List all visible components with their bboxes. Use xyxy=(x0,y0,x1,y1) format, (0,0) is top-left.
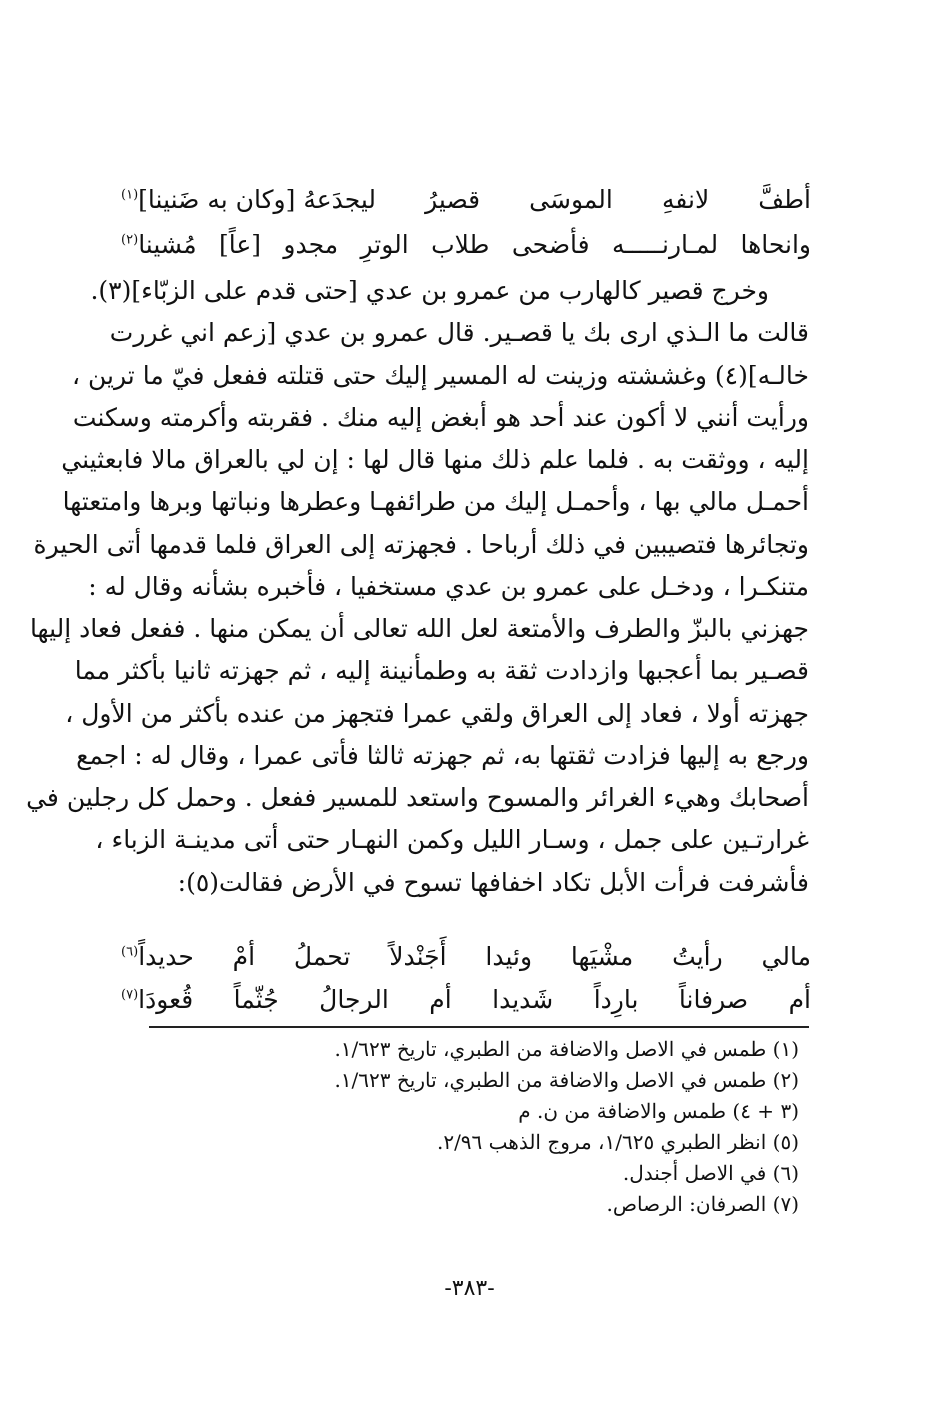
footnote-marker: (١) xyxy=(121,187,139,203)
verse-word: تحملُ xyxy=(293,942,351,971)
footnote-marker: (٧) xyxy=(121,987,139,1003)
verse-word: لمـارنـــــه xyxy=(612,230,719,259)
prose-line: ورأيت أنني لا أكون عند أحد هو أبغض إليه منك . فقربته وأكرمته وسكنت xyxy=(72,402,809,432)
verse-word: لانفهِ xyxy=(661,185,710,214)
verse-word: أم xyxy=(788,985,811,1014)
prose-line: متنكـرا ، ودخـل على عمرو بن عدي مستخفيا ، فأخبره بشأنه وقال له : xyxy=(88,571,809,601)
prose-line: جهزني بالبزّ والطرف والأمتعة لعل الله تعالى أن يمكن منها . ففعل فعاد إليها xyxy=(29,614,809,643)
verse-word: رأيتُ xyxy=(672,942,723,971)
footnote: (٦) في الاصل أجندل. xyxy=(622,1161,799,1185)
verse-word: أم xyxy=(429,985,452,1014)
verse-word: الوترِ xyxy=(360,230,409,259)
prose-body xyxy=(26,270,809,904)
footnote-marker: (٢) xyxy=(121,232,139,248)
prose-line: إليه ، ووثقت به . فلما علم ذلك منها قال لها : إن لي بالعراق مالا فابعثيني xyxy=(61,445,809,474)
verse-word: طلاب xyxy=(431,230,490,259)
verse-word: جُثّماً xyxy=(233,985,279,1014)
prose-line: ورجع به إليها فزادت ثقتها به، ثم جهزته ثالثا فأتى عمرا ، وقال له : اجمع xyxy=(76,740,809,770)
prose-line: أحمـل مالي بها ، وأحمـل إليك من طرائفهـا وعطرها ونباتها وبرها وامتعتها xyxy=(62,487,809,517)
poem-verse xyxy=(121,225,811,265)
prose-line: قالت ما الـذي ارى بك يا قصـير. قال عمرو بن عدي [زعم اني غررت xyxy=(109,318,809,348)
verse-word: أمْ xyxy=(232,942,256,971)
verse-word: فأضحى xyxy=(511,230,590,259)
prose-line: خالـه](٤) وغششته وزينت له المسير إليك حتى قتلته ففعل فيّ ما ترين ، xyxy=(72,360,809,390)
verse-word: قُعودَا$^{(٧)}$ xyxy=(121,985,194,1014)
verse-word: حديداً$^{(٦)}$ xyxy=(121,942,194,971)
verse-word: الموسَى xyxy=(529,185,613,214)
poem-verse xyxy=(121,937,811,977)
verse-word: وئيدا xyxy=(485,942,533,971)
prose-line: فأشرفت فرأت الأبل تكاد اخفافها تسوح في الأرض فقالت(٥): xyxy=(177,867,809,897)
footnote-divider xyxy=(149,1026,809,1028)
page-number: -٣٨٣- xyxy=(444,1276,495,1301)
verse-word: وانحاها xyxy=(740,230,811,259)
verse-word: مجدو xyxy=(283,230,339,259)
poem-verse xyxy=(121,180,811,220)
verse-word: أطفَّ xyxy=(758,185,811,214)
prose-line: أصحابك وهيء الغرائر والمسوح واستعد للمسير ففعل . وحمل كل رجلين في xyxy=(26,783,809,812)
footnote: (٥) انظر الطبري ١/٦٢٥، مروج الذهب ٢/٩٦. xyxy=(436,1130,799,1154)
verse-word: ليجدَعهُ [وكان به ضَنينا]$^{(١)}$ xyxy=(121,185,377,214)
prose-line: جهزته أولا ، فعاد إلى العراق ولقي عمرا فتجهز من عنده بأكثر من الأول ، xyxy=(65,698,809,728)
footnotes xyxy=(239,1034,799,1220)
poem-verse xyxy=(121,980,811,1020)
verse-word: أَجَنْدلاً xyxy=(389,942,447,971)
prose-line: قصـير بما أعجبها وازدادت ثقة به وطمأنينة إليه ، ثم جهزته ثانيا بأكثر مما xyxy=(74,656,809,686)
footnote: (٣ + ٤) طمس والاضافة من ن. م xyxy=(518,1099,799,1123)
footnote: (٧) الصرفان: الرصاص. xyxy=(606,1192,799,1216)
verse-word: صرفاناً xyxy=(678,985,749,1014)
verse-word: مُشينا$^{(٢)}$ xyxy=(121,230,197,259)
verse-word: مالي xyxy=(761,942,811,971)
verse-word: بارِداً xyxy=(593,985,639,1014)
footnote: (٢) طمس في الاصل والاضافة من الطبري، تاريخ ١/٦٢٣. xyxy=(334,1068,799,1092)
prose-line: وخرج قصير كالهارب من عمرو بن عدي [حتى قدم على الزبّاء](٣). xyxy=(90,276,769,305)
footnote-marker: (٦) xyxy=(121,944,139,960)
prose-line: غرارتـين على جمل ، وسـار الليل وكمن النهـار حتى أتى مدينـة الزباء ، xyxy=(95,825,809,855)
verse-word: الرجالُ xyxy=(319,985,389,1014)
verse-word: مشْيَها xyxy=(570,942,634,971)
footnote: (١) طمس في الاصل والاضافة من الطبري، تاريخ ١/٦٢٣. xyxy=(334,1037,799,1061)
prose-line: وتجائرها فتصيبين في ذلك أرباحا . فجهزته إلى العراق فلما قدمها أتى الحيرة xyxy=(33,529,809,559)
verse-word: [عاً] xyxy=(218,230,262,259)
verse-word: قصيرُ xyxy=(425,185,481,214)
verse-word: شَديدا xyxy=(492,985,554,1014)
